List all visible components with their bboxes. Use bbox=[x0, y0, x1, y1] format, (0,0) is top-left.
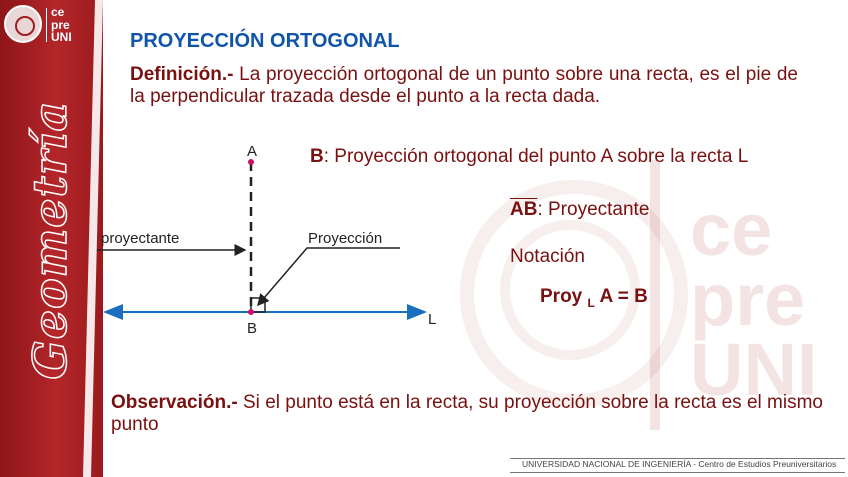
label-line-l: L bbox=[428, 311, 437, 328]
label-proyeccion: Proyección bbox=[308, 230, 383, 247]
logo-line-1: ce bbox=[51, 5, 65, 19]
label-point-a: A bbox=[246, 143, 258, 160]
page-title: PROYECCIÓN ORTOGONAL bbox=[130, 30, 400, 52]
ab-statement bbox=[510, 199, 649, 221]
cepre-uni-logo bbox=[51, 6, 72, 44]
sidebar bbox=[0, 0, 103, 477]
observation-label: Observación.- bbox=[111, 392, 238, 413]
projection-diagram bbox=[95, 140, 440, 340]
b-text: : Proyección ortogonal del punto A sobre la recta L bbox=[323, 146, 749, 167]
footer-text: UNIVERSIDAD NACIONAL DE INGENIERÍA - Centro de Estudios Preuniversitarios bbox=[522, 459, 837, 469]
university-seal-icon bbox=[4, 5, 42, 43]
proyeccion-arrow bbox=[258, 248, 400, 305]
b-statement bbox=[310, 146, 748, 168]
formula-subscript: L bbox=[587, 295, 595, 310]
point-b bbox=[248, 309, 254, 315]
observation-paragraph bbox=[111, 392, 823, 436]
label-point-b: B bbox=[246, 320, 258, 337]
logo-divider bbox=[46, 8, 47, 42]
subject-title: Geometría bbox=[23, 100, 77, 380]
watermark-line-3: UNI bbox=[690, 328, 818, 411]
formula-prefix: Proy bbox=[540, 286, 588, 307]
ab-text: : Proyectante bbox=[537, 199, 650, 220]
formula-suffix: A = B bbox=[594, 286, 648, 307]
definition-paragraph bbox=[130, 64, 798, 108]
notation-label: Notación bbox=[510, 246, 585, 267]
watermark-line-2: pre bbox=[690, 258, 806, 341]
definition-label: Definición.- bbox=[130, 64, 234, 85]
label-proyectante: proyectante bbox=[101, 230, 180, 247]
observation-text: Si el punto está en la recta, su proyección sobre la recta es el mismo punto bbox=[111, 392, 823, 435]
footer-rule-bottom bbox=[510, 472, 845, 473]
logo-line-3: UNI bbox=[51, 30, 72, 44]
b-label: B bbox=[310, 146, 324, 167]
projection-formula bbox=[540, 286, 648, 310]
watermark-line-1: ce bbox=[690, 188, 773, 271]
ab-label: $\overline{AB}$ bbox=[510, 199, 538, 220]
definition-text: La proyección ortogonal de un punto sobre una recta, es el pie de la perpendicular trazada desde el punto a la recta dada. bbox=[130, 64, 798, 107]
logo-line-2: pre bbox=[51, 17, 70, 32]
